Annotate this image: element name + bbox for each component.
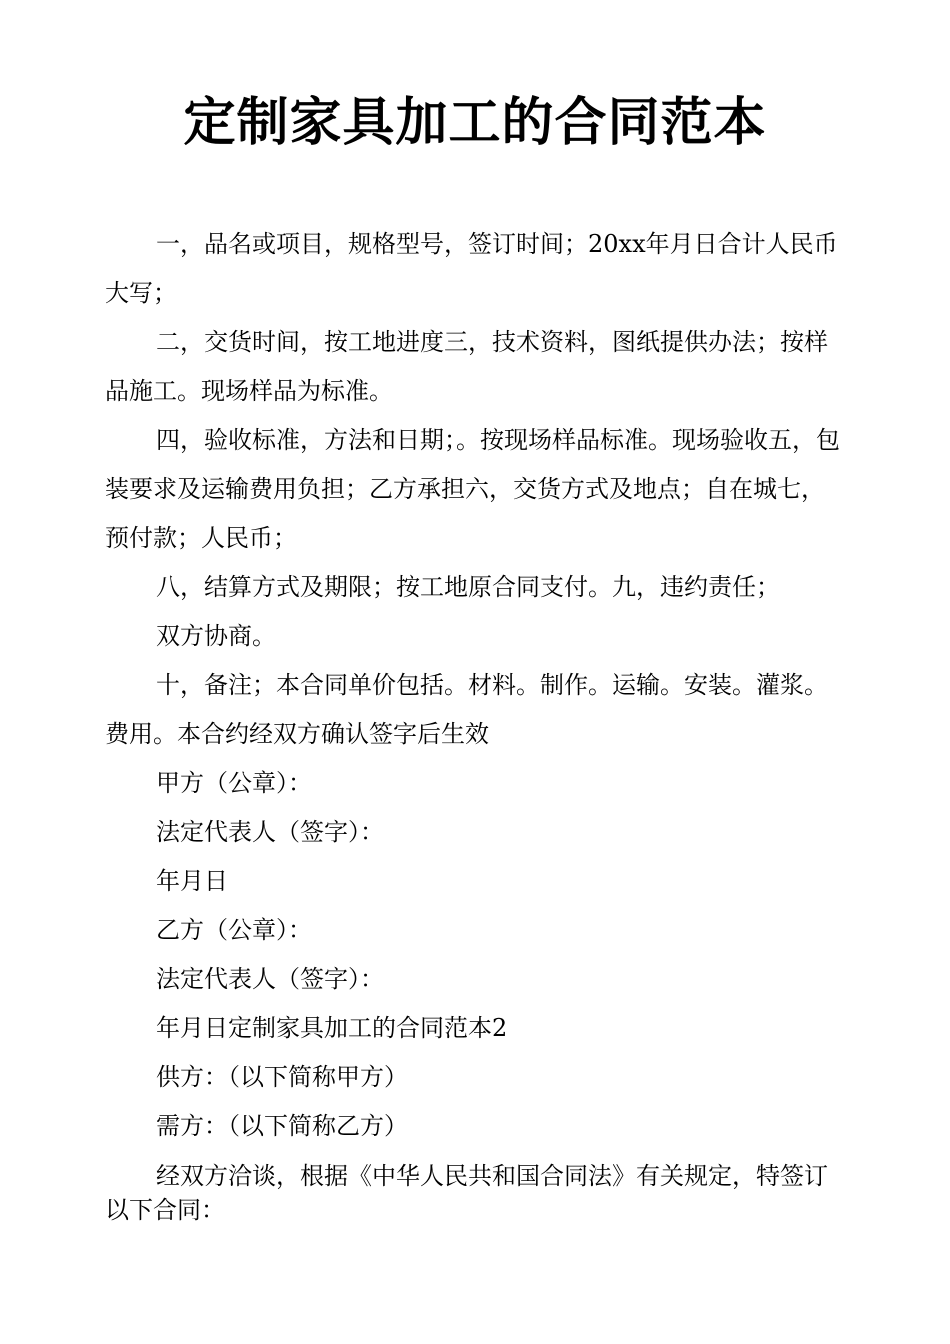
paragraph-settlement: 八，结算方式及期限；按工地原合同支付。九，违约责任； <box>156 573 780 601</box>
paragraph-item-1: 一，品名或项目，规格型号，签订时间；20xx年月日合计人民币大写； <box>105 230 838 307</box>
supplier-line: 供方：（以下简称甲方） <box>156 1063 408 1091</box>
paragraph-remarks: 十，备注；本合同单价包括。材料。制作。运输。安装。灌浆。费用。本合约经双方确认签字后生效 <box>105 671 828 748</box>
paragraph-acceptance: 四，验收标准，方法和日期；。按现场样品标准。现场验收五，包装要求及运输费用负担；乙方承担六，交货方式及地点；自在城七，预付款；人民币； <box>105 426 840 552</box>
party-b-seal: 乙方（公章）： <box>156 916 312 944</box>
paragraph-delivery: 二，交货时间，按工地进度三，技术资料，图纸提供办法；按样品施工。现场样品为标准。 <box>105 328 828 405</box>
contract-preamble: 经双方洽谈，根据《中华人民共和国合同法》有关规定，特签订以下合同： <box>105 1162 828 1224</box>
buyer-line: 需方：（以下简称乙方） <box>156 1112 408 1140</box>
document-title: 定制家具加工的合同范本 <box>183 93 767 153</box>
party-b-representative: 法定代表人（签字）： <box>156 965 384 993</box>
document-body <box>105 220 845 1227</box>
party-a-representative: 法定代表人（签字）： <box>156 818 384 846</box>
paragraph-negotiation: 双方协商。 <box>156 622 276 650</box>
party-a-date: 年月日 <box>156 867 228 895</box>
party-a-seal: 甲方（公章）： <box>156 769 312 797</box>
party-b-date-and-second-title: 年月日定制家具加工的合同范本2 <box>156 1014 508 1042</box>
